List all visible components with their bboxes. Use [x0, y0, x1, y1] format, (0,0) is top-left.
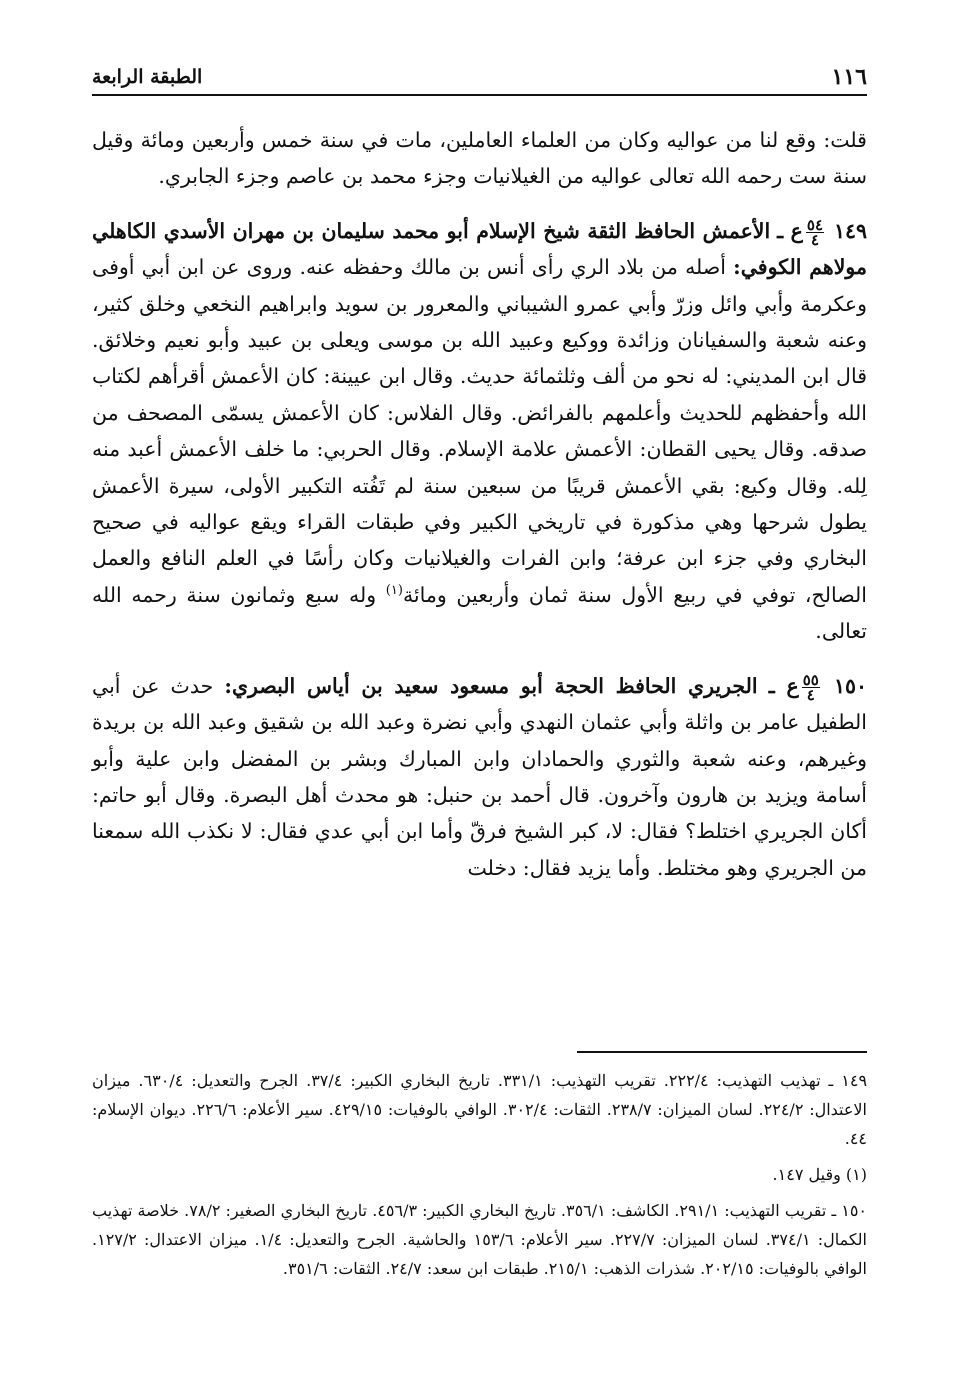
fraction-denominator: ٤ — [806, 685, 815, 704]
entry-letter: ع ـ — [777, 218, 803, 243]
entry-letter: ع ـ — [768, 673, 799, 698]
entry-body-end: وله سبع وثمانون سنة رحمه الله تعالى. — [92, 582, 867, 644]
footnote-divider — [577, 1051, 867, 1053]
entry-body: أصله من بلاد الري رأى أنس بن مالك وحفظه عنه. وروى عن ابن أبي أوفى وعكرمة وأبي وائل وزرّ وأبي عمرو الشيباني والمعرور بن سويد وابراهيم النخعي وخلق كثير، وعنه شعبة والسفيانان وزائدة ووكيع وعبيد الله بن موسى ويعلى بن عبيد وأبو نعيم وخلائق. قال ابن المديني: له نحو من ألف وثلثمائة حديث. وقال ابن عيينة: كان الأعمش أقرأهم لكتاب الله وأحفظهم للحديث وأعلمهم بالفرائض. وقال الفلاس: كان الأعمش يسمّى المصحف من صدقه. وقال يحيى القطان: الأعمش علامة الإسلام. وقال الحربي: ما خلف الأعمش أعبد منه لِله. وقال وكيع: بقي الأعمش قريبًا من سبعين سنة لم تَفُته التكبير الأولى، سيرة الأعمش يطول شرحها وهي مذكورة في تاريخي الكبير وفي طبقات القراء ويقع عواليه في صحيح البخاري وفي جزء ابن عرفة؛ وابن الفرات والغيلانيات وكان رأسًا في العلم النافع والعمل الصالح، توفي في ربيع الأول سنة ثمان وأربعين ومائة — [92, 255, 867, 607]
rank-fraction — [802, 670, 820, 704]
footnote-150: ١٥٠ ـ تقريب التهذيب: ٢٩١/١. الكاشف: ٣٥٦/١. تاريخ البخاري الكبير: ٤٥٦/٣. تاريخ البخاري الصغير: ٧٨/٢. خلاصة تهذيب الكمال: ٣٧٤/١. لسان الميزان: ٢٢٧/٧. سير الأعلام: ١٥٣/٦ والحاشية. الجرح والتعديل: ١/٤. ميزان الاعتدال: ١٢٧/٢. الوافي بالوفيات: ٢٠٢/١٥. شذرات الذهب: ٢١٥/١. طبقات ابن سعد: ٢٤/٧. الثقات: ٣٥١/٦. — [92, 1201, 867, 1278]
footnote-149: ١٤٩ ـ تهذيب التهذيب: ٢٢٢/٤. تقريب التهذيب: ٣٣١/١. تاريخ البخاري الكبير: ٣٧/٤. الجرح والتعديل: ٦٣٠/٤. ميزان الاعتدال: ٢٢٤/٢. لسان الميزان: ٢٣٨/٧. الثقات: ٣٠٢/٤. الوافي بالوفيات: ٤٢٩/١٥. سير الأعلام: ٢٢٦/٦. ديوان الإسلام: ٤٤. — [92, 1071, 868, 1148]
main-text — [92, 122, 867, 886]
footnote-1: (١) وقيل ١٤٧. — [772, 1165, 867, 1184]
running-title: الطبقة الرابعة — [92, 66, 203, 88]
fraction-numerator: ٥٤ — [806, 215, 824, 234]
entry-number: ١٤٩ — [833, 218, 867, 243]
footnote-reference: (١) — [385, 583, 403, 599]
rank-fraction — [806, 215, 824, 249]
footnotes — [92, 1066, 867, 1290]
fraction-numerator: ٥٥ — [802, 670, 819, 689]
entry-number: ١٥٠ — [833, 673, 868, 698]
entry-heading: الجريري الحافظ الحجة أبو مسعود سعيد بن أياس البصري: — [224, 673, 758, 698]
entry-body: حدث عن أبي الطفيل عامر بن واثلة وأبي عثمان النهدي وأبي نضرة وعبد الله بن شقيق وعبد الله بن بريدة وغيرهم، وعنه شعبة والثوري والحمادان وابن المبارك وبشر بن المفضل وابن علية وأبو أسامة ويزيد بن هارون وآخرون. قال أحمد بن حنبل: هو محدث أهل البصرة. وقال أبو حاتم: أكان الجريري اختلط؟ فقال: لا، كبر الشيخ فرقّ وأما ابن أبي عدي فقال: لا نكذب الله سمعنا من الجريري وهو مختلط. وأما يزيد فقال: دخلت — [92, 673, 867, 880]
entry-149 — [92, 213, 867, 650]
intro-paragraph: قلت: وقع لنا من عواليه وكان من العلماء العاملين، مات في سنة خمس وأربعين ومائة وقيل سنة ست رحمه الله تعالى عواليه من الغيلانيات وجزء محمد بن عاصم وجزء الجابري. — [92, 128, 867, 189]
page-header — [92, 60, 867, 96]
entry-150 — [92, 668, 867, 886]
page-number: ١١٦ — [831, 64, 867, 90]
entry-heading: الأعمش الحافظ الثقة شيخ الإسلام أبو محمد سليمان بن مهران الأسدي الكاهلي مولاهم الكوفي: — [92, 218, 867, 280]
fraction-denominator: ٤ — [810, 230, 819, 249]
